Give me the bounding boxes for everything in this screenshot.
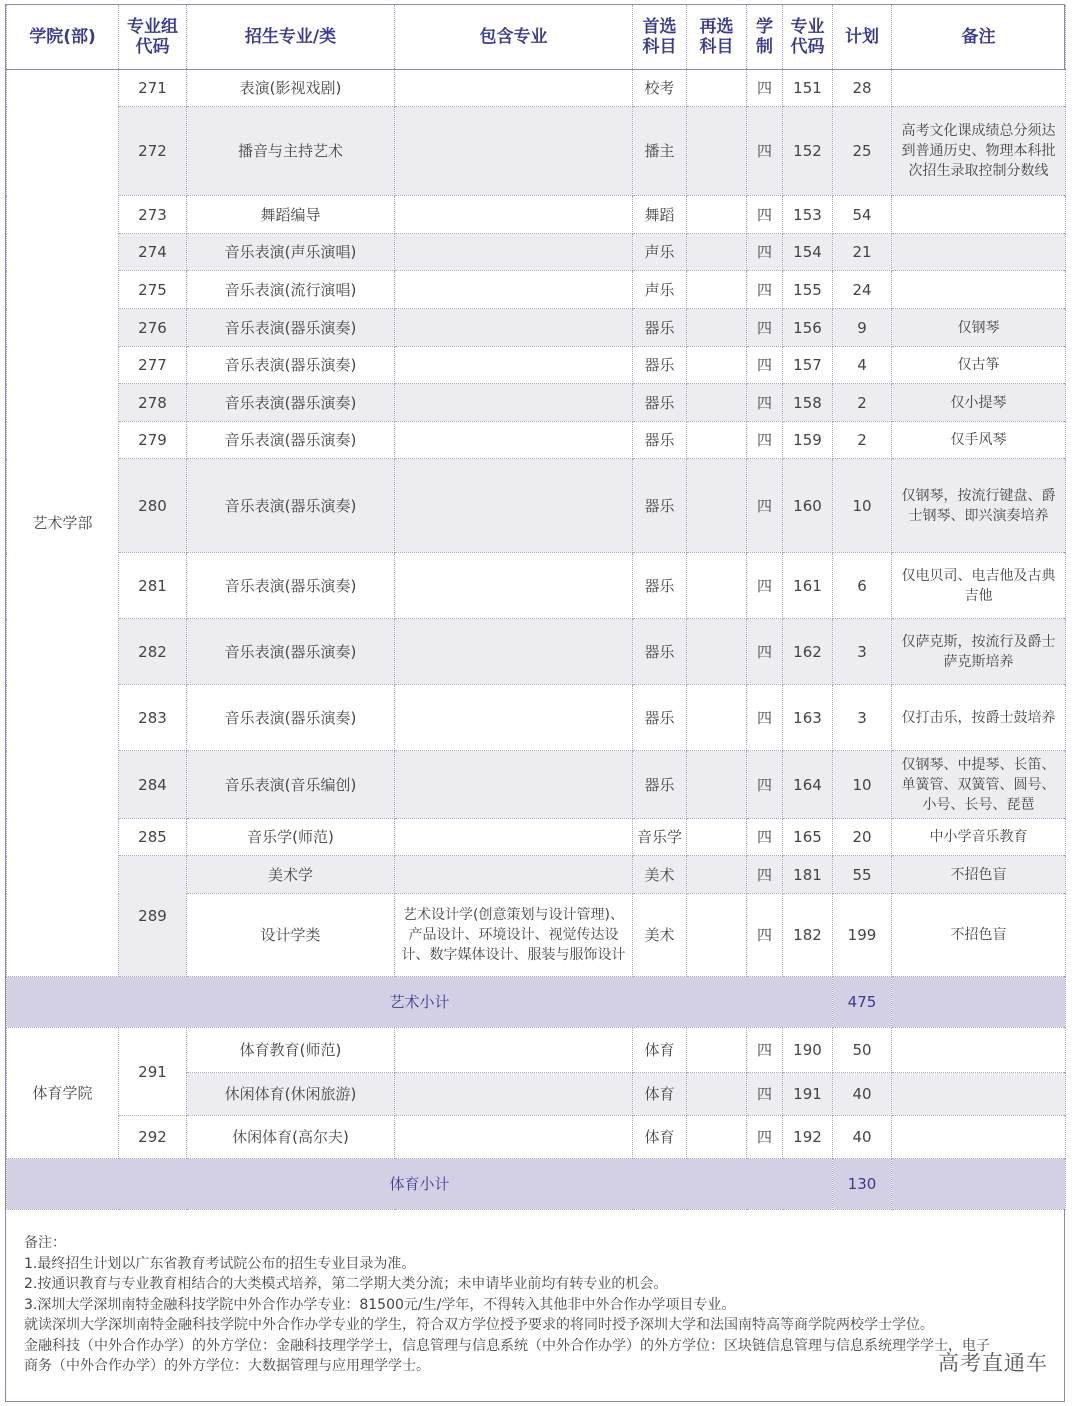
included-cell xyxy=(395,619,633,685)
second-subject-cell xyxy=(687,553,747,619)
included-cell xyxy=(395,234,633,271)
second-subject-cell xyxy=(687,107,747,196)
table-row xyxy=(7,1116,1066,1159)
first-subject-cell: 器乐 xyxy=(633,347,687,384)
table-row xyxy=(7,459,1066,553)
remark-cell: 不招色盲 xyxy=(892,894,1066,977)
major-cell: 音乐表演(器乐演奏) xyxy=(187,384,395,422)
major-code-cell: 163 xyxy=(783,685,833,751)
second-subject-cell xyxy=(687,1116,747,1159)
table-body xyxy=(7,70,1066,1210)
note-line: 备注： xyxy=(24,1235,66,1251)
major-code-cell: 151 xyxy=(783,70,833,107)
major-cell: 音乐表演(音乐编创) xyxy=(187,751,395,819)
group-code-cell: 275 xyxy=(119,271,187,309)
first-subject-cell: 音乐学 xyxy=(633,819,687,856)
college-cell: 体育学院 xyxy=(7,1028,119,1159)
included-cell xyxy=(395,1116,633,1159)
plan-cell: 10 xyxy=(833,459,892,553)
table-row xyxy=(7,271,1066,309)
group-code-cell: 284 xyxy=(119,751,187,819)
plan-cell: 6 xyxy=(833,553,892,619)
table-row xyxy=(7,1028,1066,1073)
major-code-cell: 158 xyxy=(783,384,833,422)
group-code-cell: 291 xyxy=(119,1028,187,1116)
remark-cell: 不招色盲 xyxy=(892,856,1066,894)
plan-cell: 28 xyxy=(833,70,892,107)
plan-cell: 3 xyxy=(833,619,892,685)
duration-cell: 四 xyxy=(747,107,783,196)
major-code-cell: 155 xyxy=(783,271,833,309)
major-cell: 音乐表演(器乐演奏) xyxy=(187,347,395,384)
duration-cell: 四 xyxy=(747,459,783,553)
major-cell: 音乐表演(器乐演奏) xyxy=(187,459,395,553)
subtotal-row xyxy=(7,1159,1066,1210)
plan-cell: 2 xyxy=(833,384,892,422)
major-cell: 音乐表演(器乐演奏) xyxy=(187,422,395,459)
second-subject-cell xyxy=(687,856,747,894)
plan-cell: 4 xyxy=(833,347,892,384)
table-row xyxy=(7,347,1066,384)
duration-cell: 四 xyxy=(747,1116,783,1159)
header-duration: 学 制 xyxy=(747,5,783,70)
table-row xyxy=(7,619,1066,685)
group-code-cell: 282 xyxy=(119,619,187,685)
duration-cell: 四 xyxy=(747,685,783,751)
second-subject-cell xyxy=(687,234,747,271)
table-row xyxy=(7,422,1066,459)
remark-cell xyxy=(892,196,1066,234)
included-cell xyxy=(395,1028,633,1073)
plan-cell: 20 xyxy=(833,819,892,856)
duration-cell: 四 xyxy=(747,196,783,234)
plan-cell: 50 xyxy=(833,1028,892,1073)
header-major: 招生专业/类 xyxy=(187,5,395,70)
header-included: 包含专业 xyxy=(395,5,633,70)
plan-cell: 55 xyxy=(833,856,892,894)
duration-cell: 四 xyxy=(747,553,783,619)
included-cell xyxy=(395,1073,633,1116)
table-row xyxy=(7,819,1066,856)
remark-cell: 仅打击乐，按爵士鼓培养 xyxy=(892,685,1066,751)
plan-cell: 54 xyxy=(833,196,892,234)
included-cell xyxy=(395,384,633,422)
duration-cell: 四 xyxy=(747,70,783,107)
header-group-code: 专业组 代码 xyxy=(119,5,187,70)
first-subject-cell: 器乐 xyxy=(633,685,687,751)
remark-cell: 仅手风琴 xyxy=(892,422,1066,459)
note-line: 3.深圳大学深圳南特金融科技学院中外合作办学专业：81500元/生/学年，不得转入其他非中外合作办学项目专业。 xyxy=(24,1296,736,1313)
first-subject-cell: 美术 xyxy=(633,856,687,894)
first-subject-cell: 体育 xyxy=(633,1073,687,1116)
table-row xyxy=(7,384,1066,422)
major-code-cell: 164 xyxy=(783,751,833,819)
major-cell: 表演(影视戏剧) xyxy=(187,70,395,107)
header-row xyxy=(7,5,1066,70)
subtotal-value: 130 xyxy=(833,1159,892,1210)
plan-cell: 40 xyxy=(833,1116,892,1159)
duration-cell: 四 xyxy=(747,1073,783,1116)
table-row xyxy=(7,70,1066,107)
note-line: 金融科技（中外合作办学）的外方学位：金融科技理学学士，信息管理与信息系统（中外合作办学）的外方学位：区块链信息管理与信息系统理学学士，电子 xyxy=(24,1337,990,1354)
enrollment-table xyxy=(6,5,1066,1210)
plan-cell: 21 xyxy=(833,234,892,271)
remark-cell xyxy=(892,271,1066,309)
duration-cell: 四 xyxy=(747,894,783,977)
major-code-cell: 190 xyxy=(783,1028,833,1073)
subtotal-label: 体育小计 xyxy=(7,1159,833,1210)
included-cell xyxy=(395,196,633,234)
major-code-cell: 182 xyxy=(783,894,833,977)
major-cell: 音乐学(师范) xyxy=(187,819,395,856)
group-code-cell: 272 xyxy=(119,107,187,196)
note-line: 2.按通识教育与专业教育相结合的大类模式培养，第二学期大类分流；未申请毕业前均有转专业的机会。 xyxy=(24,1276,668,1292)
major-code-cell: 161 xyxy=(783,553,833,619)
subtotal-remark xyxy=(892,977,1066,1028)
duration-cell: 四 xyxy=(747,619,783,685)
group-code-cell: 283 xyxy=(119,685,187,751)
group-code-cell: 279 xyxy=(119,422,187,459)
group-code-cell: 289 xyxy=(119,856,187,977)
major-code-cell: 154 xyxy=(783,234,833,271)
remark-cell: 仅钢琴、中提琴、长笛、单簧管、双簧管、圆号、小号、长号、琵琶 xyxy=(892,751,1066,819)
major-cell: 音乐表演(器乐演奏) xyxy=(187,309,395,347)
first-subject-cell: 美术 xyxy=(633,894,687,977)
group-code-cell: 281 xyxy=(119,553,187,619)
remark-cell xyxy=(892,1028,1066,1073)
subtotal-label: 艺术小计 xyxy=(7,977,833,1028)
major-code-cell: 157 xyxy=(783,347,833,384)
note-line: 就读深圳大学深圳南特金融科技学院中外合作办学专业的学生，符合双方学位授予要求的将同时授予深圳大学和法国南特高等商学院两校学士学位。 xyxy=(24,1317,934,1333)
included-cell xyxy=(395,70,633,107)
major-code-cell: 152 xyxy=(783,107,833,196)
group-code-cell: 276 xyxy=(119,309,187,347)
duration-cell: 四 xyxy=(747,271,783,309)
second-subject-cell xyxy=(687,1073,747,1116)
header-college: 学院(部) xyxy=(7,5,119,70)
remark-cell xyxy=(892,234,1066,271)
notes xyxy=(24,1233,1054,1377)
first-subject-cell: 器乐 xyxy=(633,309,687,347)
first-subject-cell: 体育 xyxy=(633,1116,687,1159)
remark-cell: 仅电贝司、电吉他及古典吉他 xyxy=(892,553,1066,619)
included-cell xyxy=(395,422,633,459)
remark-cell xyxy=(892,1073,1066,1116)
group-code-cell: 278 xyxy=(119,384,187,422)
major-cell: 音乐表演(器乐演奏) xyxy=(187,619,395,685)
group-code-cell: 273 xyxy=(119,196,187,234)
first-subject-cell: 器乐 xyxy=(633,384,687,422)
remark-cell: 仅钢琴 xyxy=(892,309,1066,347)
plan-cell: 2 xyxy=(833,422,892,459)
subtotal-remark xyxy=(892,1159,1066,1210)
plan-cell: 10 xyxy=(833,751,892,819)
group-code-cell: 277 xyxy=(119,347,187,384)
second-subject-cell xyxy=(687,1028,747,1073)
second-subject-cell xyxy=(687,271,747,309)
duration-cell: 四 xyxy=(747,234,783,271)
first-subject-cell: 校考 xyxy=(633,70,687,107)
table-row xyxy=(7,234,1066,271)
remark-cell: 中小学音乐教育 xyxy=(892,819,1066,856)
major-cell: 设计学类 xyxy=(187,894,395,977)
first-subject-cell: 器乐 xyxy=(633,553,687,619)
included-cell xyxy=(395,751,633,819)
major-cell: 体育教育(师范) xyxy=(187,1028,395,1073)
remark-cell: 仅古筝 xyxy=(892,347,1066,384)
second-subject-cell xyxy=(687,196,747,234)
major-code-cell: 165 xyxy=(783,819,833,856)
table-row xyxy=(7,856,1066,894)
first-subject-cell: 体育 xyxy=(633,1028,687,1073)
duration-cell: 四 xyxy=(747,856,783,894)
header-remark: 备注 xyxy=(892,5,1066,70)
major-cell: 休闲体育(高尔夫) xyxy=(187,1116,395,1159)
note-line: 商务（中外合作办学）的外方学位：大数据管理与应用理学学士。 xyxy=(24,1358,430,1374)
page xyxy=(5,4,1065,1402)
included-cell: 艺术设计学(创意策划与设计管理)、产品设计、环境设计、视觉传达设计、数字媒体设计、服装与服饰设计 xyxy=(395,894,633,977)
subtotal-row xyxy=(7,977,1066,1028)
remark-cell: 仅萨克斯，按流行及爵士萨克斯培养 xyxy=(892,619,1066,685)
duration-cell: 四 xyxy=(747,347,783,384)
major-cell: 音乐表演(声乐演唱) xyxy=(187,234,395,271)
major-cell: 美术学 xyxy=(187,856,395,894)
major-code-cell: 156 xyxy=(783,309,833,347)
major-cell: 音乐表演(器乐演奏) xyxy=(187,553,395,619)
second-subject-cell xyxy=(687,685,747,751)
major-cell: 休闲体育(休闲旅游) xyxy=(187,1073,395,1116)
major-cell: 舞蹈编导 xyxy=(187,196,395,234)
included-cell xyxy=(395,459,633,553)
included-cell xyxy=(395,553,633,619)
table-row xyxy=(7,196,1066,234)
group-code-cell: 285 xyxy=(119,819,187,856)
college-cell: 艺术学部 xyxy=(7,70,119,977)
duration-cell: 四 xyxy=(747,751,783,819)
header-plan: 计划 xyxy=(833,5,892,70)
first-subject-cell: 声乐 xyxy=(633,271,687,309)
included-cell xyxy=(395,685,633,751)
included-cell xyxy=(395,347,633,384)
first-subject-cell: 器乐 xyxy=(633,619,687,685)
first-subject-cell: 播主 xyxy=(633,107,687,196)
second-subject-cell xyxy=(687,619,747,685)
first-subject-cell: 声乐 xyxy=(633,234,687,271)
major-cell: 音乐表演(流行演唱) xyxy=(187,271,395,309)
major-code-cell: 160 xyxy=(783,459,833,553)
duration-cell: 四 xyxy=(747,309,783,347)
plan-cell: 3 xyxy=(833,685,892,751)
duration-cell: 四 xyxy=(747,422,783,459)
plan-cell: 24 xyxy=(833,271,892,309)
second-subject-cell xyxy=(687,309,747,347)
first-subject-cell: 器乐 xyxy=(633,422,687,459)
major-code-cell: 162 xyxy=(783,619,833,685)
second-subject-cell xyxy=(687,819,747,856)
included-cell xyxy=(395,819,633,856)
second-subject-cell xyxy=(687,894,747,977)
remark-cell: 仅小提琴 xyxy=(892,384,1066,422)
major-code-cell: 191 xyxy=(783,1073,833,1116)
major-cell: 音乐表演(器乐演奏) xyxy=(187,685,395,751)
subtotal-value: 475 xyxy=(833,977,892,1028)
remark-cell xyxy=(892,70,1066,107)
second-subject-cell xyxy=(687,751,747,819)
second-subject-cell xyxy=(687,347,747,384)
group-code-cell: 274 xyxy=(119,234,187,271)
group-code-cell: 271 xyxy=(119,70,187,107)
second-subject-cell xyxy=(687,459,747,553)
table-row xyxy=(7,553,1066,619)
duration-cell: 四 xyxy=(747,384,783,422)
first-subject-cell: 舞蹈 xyxy=(633,196,687,234)
header-major-code: 专业 代码 xyxy=(783,5,833,70)
remark-cell: 高考文化课成绩总分须达到普通历史、物理本科批次招生录取控制分数线 xyxy=(892,107,1066,196)
second-subject-cell xyxy=(687,384,747,422)
note-line: 1.最终招生计划以广东省教育考试院公布的招生专业目录为准。 xyxy=(24,1255,416,1272)
table-row xyxy=(7,107,1066,196)
major-code-cell: 159 xyxy=(783,422,833,459)
first-subject-cell: 器乐 xyxy=(633,459,687,553)
group-code-cell: 280 xyxy=(119,459,187,553)
plan-cell: 9 xyxy=(833,309,892,347)
included-cell xyxy=(395,107,633,196)
duration-cell: 四 xyxy=(747,1028,783,1073)
header-first-subject: 首选 科目 xyxy=(633,5,687,70)
second-subject-cell xyxy=(687,422,747,459)
plan-cell: 199 xyxy=(833,894,892,977)
header-second-subject: 再选 科目 xyxy=(687,5,747,70)
table-row xyxy=(7,309,1066,347)
major-cell: 播音与主持艺术 xyxy=(187,107,395,196)
major-code-cell: 192 xyxy=(783,1116,833,1159)
first-subject-cell: 器乐 xyxy=(633,751,687,819)
remark-cell: 仅钢琴，按流行键盘、爵士钢琴、即兴演奏培养 xyxy=(892,459,1066,553)
watermark: 高考直通车 xyxy=(938,1351,1048,1375)
remark-cell xyxy=(892,1116,1066,1159)
plan-cell: 40 xyxy=(833,1073,892,1116)
second-subject-cell xyxy=(687,70,747,107)
plan-cell: 25 xyxy=(833,107,892,196)
included-cell xyxy=(395,271,633,309)
table-row xyxy=(7,685,1066,751)
major-code-cell: 153 xyxy=(783,196,833,234)
duration-cell: 四 xyxy=(747,819,783,856)
included-cell xyxy=(395,309,633,347)
table-row xyxy=(7,751,1066,819)
included-cell xyxy=(395,856,633,894)
major-code-cell: 181 xyxy=(783,856,833,894)
group-code-cell: 292 xyxy=(119,1116,187,1159)
